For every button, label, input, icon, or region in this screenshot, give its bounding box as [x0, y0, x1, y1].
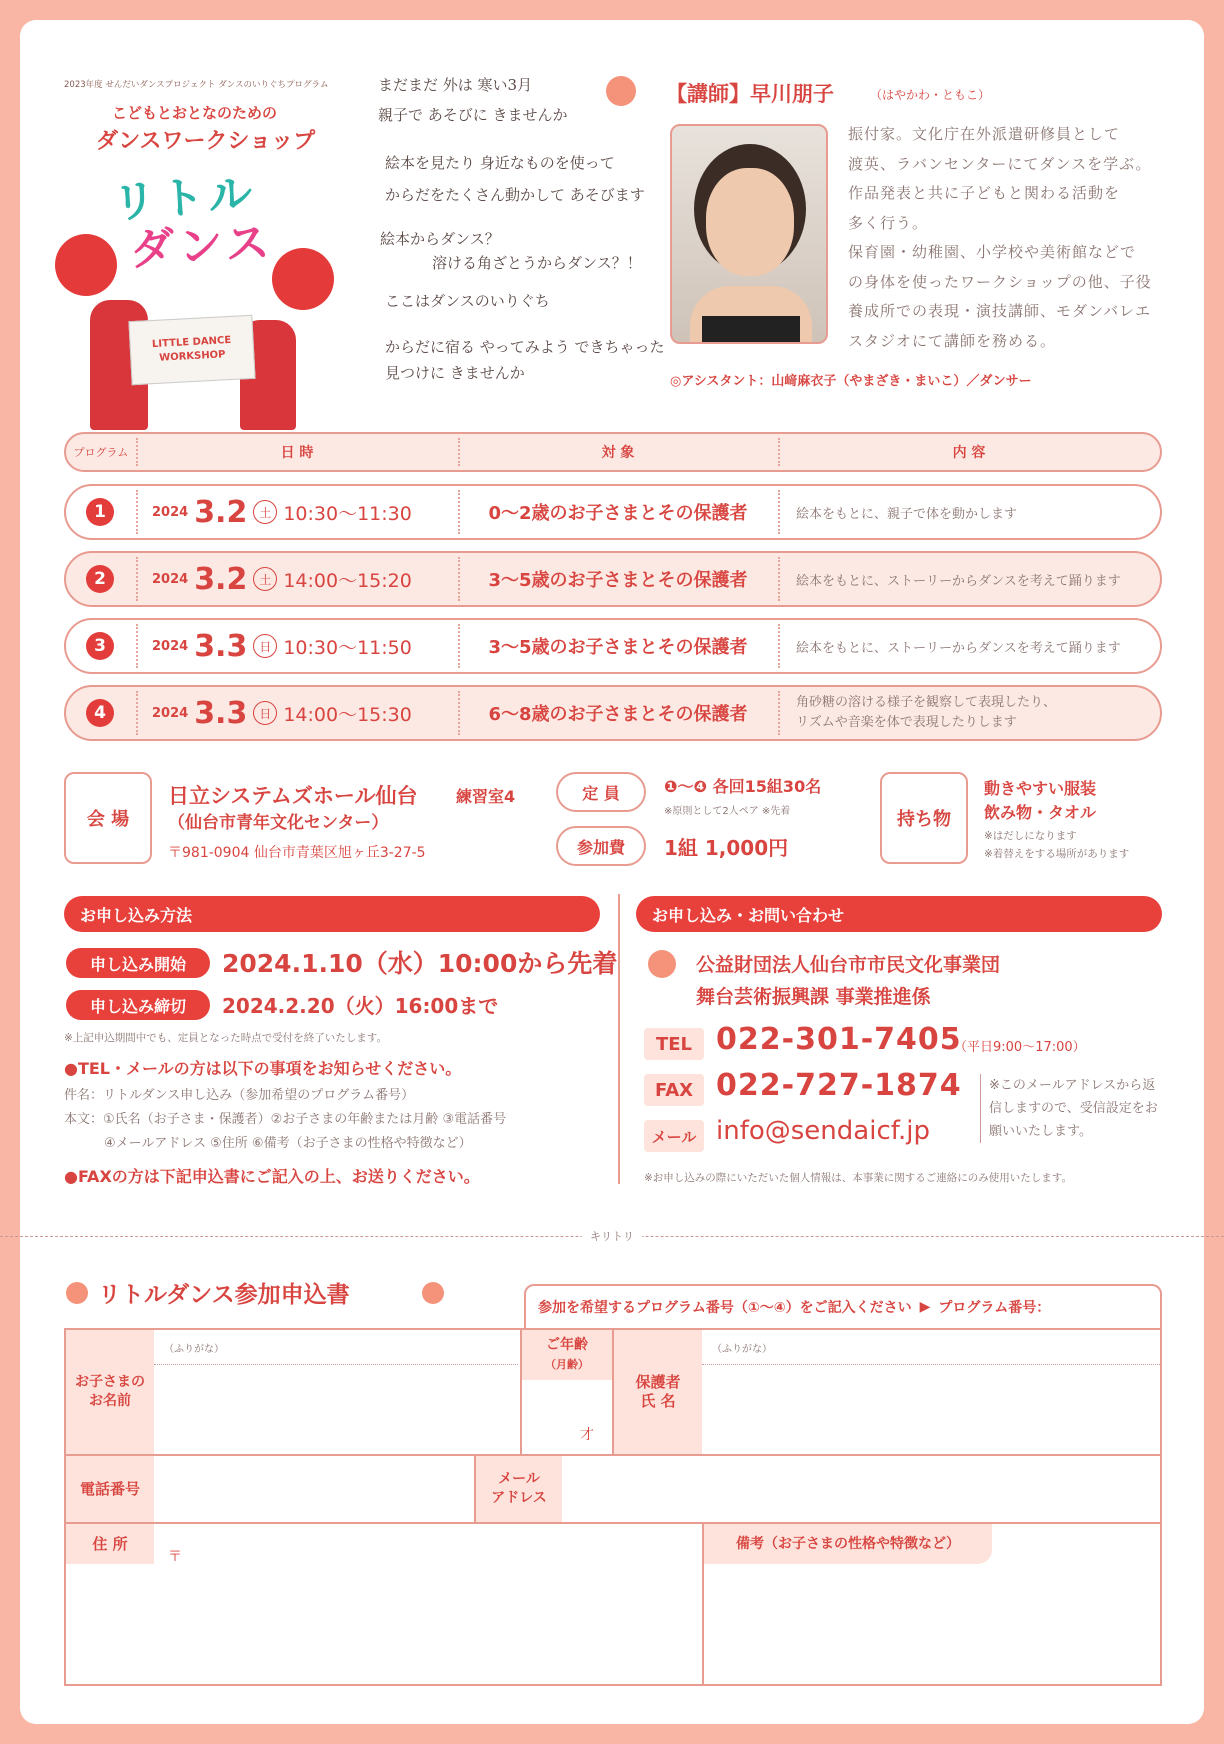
fee-label: 参加費 — [556, 826, 646, 866]
remarks-field[interactable] — [706, 1566, 1160, 1682]
venue-name: 日立システムズホール仙台 — [168, 784, 418, 808]
tel-label: TEL — [644, 1028, 704, 1060]
email-field[interactable] — [564, 1458, 1160, 1520]
divider — [618, 894, 620, 1184]
table-row: 1 2024 3.2 土 10:30〜11:30 0〜2歳のお子さまとその保護者 絵本をもとに、親子で体を動かします — [64, 484, 1162, 540]
lecturer-bio: 振付家。文化庁在外派遣研修員として 渡英、ラバンセンターにてダンスを学ぶ。 作品発表と共に子どもと関わる活動を 多く行う。 保育園・幼稚園、小学校や美術館などで の身体を使ったワークショップの他、子役 養成所での表現・演技講師、モダンバレエ スタジオにて講師を務める。 — [848, 125, 1152, 350]
start-label: 申し込み開始 — [66, 948, 210, 978]
age-label: ご年齢 （月齢） — [522, 1330, 612, 1380]
end-value: 2024.2.20（火）16:00まで — [222, 994, 499, 1018]
venue-sub: （仙台市青年文化センター） — [168, 813, 389, 833]
capacity-label: 定 員 — [556, 772, 646, 812]
email-label: メール アドレス — [476, 1456, 562, 1522]
poem-line-4: からだをたくさん動かして あそびます — [385, 186, 645, 204]
belongings-note-1: ※はだしになります — [984, 830, 1077, 842]
year-line: 2023年度 せんだいダンスプロジェクト ダンスのいりぐちプログラム — [64, 80, 329, 90]
postal-mark: 〒 — [168, 1549, 182, 1565]
belongings-1: 動きやすい服装 — [984, 779, 1097, 798]
contact-org-1: 公益財団法人仙台市市民文化事業団 — [696, 954, 1001, 976]
poem-line-6: 溶ける角ざとうからダンス？！ — [432, 254, 642, 272]
program-number: 1 — [86, 498, 114, 526]
table-row: 4 2024 3.3 日 14:00〜15:30 6〜8歳のお子さまとその保護者 角砂糖の溶ける様子を観察して表現したり、 リズムや音楽を体で表現したりします — [64, 685, 1162, 741]
dot-icon — [648, 950, 676, 978]
guardian-name-field[interactable] — [704, 1370, 1160, 1452]
header-program: プログラム — [73, 446, 129, 459]
lecturer-heading: 【講師】早川朋子 — [666, 82, 834, 106]
apply-note: ※上記申込期間中でも、定員となった時点で受付を終了いたします。 — [64, 1032, 387, 1044]
title-top: リトル — [110, 168, 258, 229]
fax-label: FAX — [644, 1074, 704, 1106]
end-label: 申し込み締切 — [66, 990, 210, 1020]
poem-line-2: 親子で あそびに きませんか — [378, 106, 568, 124]
child-name-field[interactable] — [156, 1370, 518, 1452]
header-datetime: 日 時 — [280, 445, 314, 461]
table-row: 2 2024 3.2 土 14:00〜15:20 3〜5歳のお子さまとその保護者 絵本をもとに、ストーリーからダンスを考えて踊ります — [64, 551, 1162, 607]
mail-note: ※このメールアドレスから返信しますので、受信設定をお願いいたします。 — [980, 1074, 1164, 1143]
contact-heading: お申し込み・お問い合わせ — [636, 896, 1162, 932]
dot-icon — [422, 1282, 444, 1304]
capacity-value: ❶〜❹ 各回15組30名 — [664, 777, 822, 796]
age-unit: 才 — [580, 1427, 594, 1443]
furigana-label: （ふりがな） — [164, 1344, 224, 1355]
poem-line-7: ここはダンスのいりぐち — [385, 292, 550, 310]
subtitle-2: ダンスワークショップ — [96, 129, 316, 154]
guardian-label: 保護者 氏 名 — [614, 1330, 702, 1454]
poem-line-5: 絵本からダンス？ — [380, 230, 500, 248]
poem-line-8: からだに宿る やってみよう できちゃった — [385, 338, 665, 356]
age-field[interactable] — [524, 1382, 610, 1452]
dot-icon — [606, 76, 636, 106]
poem-line-3: 絵本を見たり 身近なものを使って — [385, 154, 615, 172]
program-number: 3 — [86, 632, 114, 660]
cut-label: キリトリ — [582, 1228, 642, 1244]
apply-body-2: ④メールアドレス ⑤住所 ⑥備考（お子さまの性格や特徴など） — [104, 1136, 472, 1151]
poem-line-9: 見つけに きませんか — [385, 364, 525, 382]
capacity-note: ※原則として2人ペア ※先着 — [664, 806, 791, 817]
fax-head: ●FAXの方は下記申込書にご記入の上、お送りください。 — [64, 1167, 480, 1186]
belongings-note-2: ※着替えをする場所があります — [984, 848, 1130, 860]
tel-hours: （平日9:00〜17:00） — [954, 1040, 1086, 1055]
header-content: 内 容 — [952, 445, 986, 461]
balloon-left — [55, 234, 117, 296]
address-label: 住 所 — [66, 1524, 154, 1564]
belongings-2: 飲み物・タオル — [984, 803, 1097, 822]
mail-address[interactable]: info@sendaicf.jp — [716, 1116, 930, 1146]
program-number: 2 — [86, 565, 114, 593]
table-header — [64, 432, 1162, 472]
title-bottom: ダンス — [128, 217, 275, 276]
venue-room: 練習室4 — [456, 787, 516, 806]
phone-field[interactable] — [156, 1458, 472, 1520]
venue-label: 会 場 — [64, 772, 152, 864]
assistant-line: ◎アシスタント：山﨑麻衣子（やまざき・まいこ）／ダンサー — [670, 374, 1032, 389]
start-value: 2024.1.10（水）10:00から先着 — [222, 949, 618, 978]
belongings-label: 持ち物 — [880, 772, 968, 864]
fee-value: 1組 1,000円 — [664, 836, 789, 860]
lecturer-photo — [670, 124, 828, 344]
workshop-sign: LITTLE DANCE WORKSHOP — [128, 315, 255, 385]
form-title: リトルダンス参加申込書 — [98, 1282, 350, 1308]
apply-heading: お申し込み方法 — [64, 896, 600, 932]
subtitle-1: こどもとおとなのための — [112, 104, 278, 122]
header-target: 対 象 — [601, 445, 635, 461]
tel-head: ●TEL・メールの方は以下の事項をお知らせください。 — [64, 1059, 462, 1078]
table-row: 3 2024 3.3 日 10:30〜11:50 3〜5歳のお子さまとその保護者 絵本をもとに、ストーリーからダンスを考えて踊ります — [64, 618, 1162, 674]
furigana-label: （ふりがな） — [712, 1344, 772, 1355]
mail-label: メール — [644, 1120, 704, 1152]
child-name-label: お子さまの お名前 — [66, 1330, 154, 1454]
lecturer-reading: （はやかわ・ともこ） — [870, 88, 991, 102]
contact-org-2: 舞台芸術振興課 事業推進係 — [696, 986, 931, 1008]
dot-icon — [66, 1282, 88, 1304]
program-prompt-bar: 参加を希望するプログラム番号（①〜④）をご記入ください ▶ プログラム番号： — [524, 1284, 1162, 1328]
remarks-label: 備考（お子さまの性格や特徴など） — [704, 1524, 992, 1564]
apply-subject: 件名：リトルダンス申し込み（参加希望のプログラム番号） — [64, 1088, 415, 1103]
poem-line-1: まだまだ 外は 寒い3月 — [378, 76, 533, 94]
apply-body-1: 本文：①氏名（お子さま・保護者）②お子さまの年齢または月齢 ③電話番号 — [64, 1112, 507, 1127]
privacy-note: ※お申し込みの際にいただいた個人情報は、本事業に関するご連絡にのみ使用いたします。 — [644, 1172, 1072, 1184]
phone-label: 電話番号 — [66, 1456, 154, 1522]
address-field[interactable] — [156, 1566, 700, 1682]
program-number: 4 — [86, 699, 114, 727]
fax-number: 022-727-1874 — [716, 1068, 962, 1103]
venue-address: 〒981-0904 仙台市青葉区旭ヶ丘3-27-5 — [168, 845, 426, 861]
balloon-right — [272, 248, 334, 310]
tel-number[interactable]: 022-301-7405 — [716, 1022, 962, 1057]
